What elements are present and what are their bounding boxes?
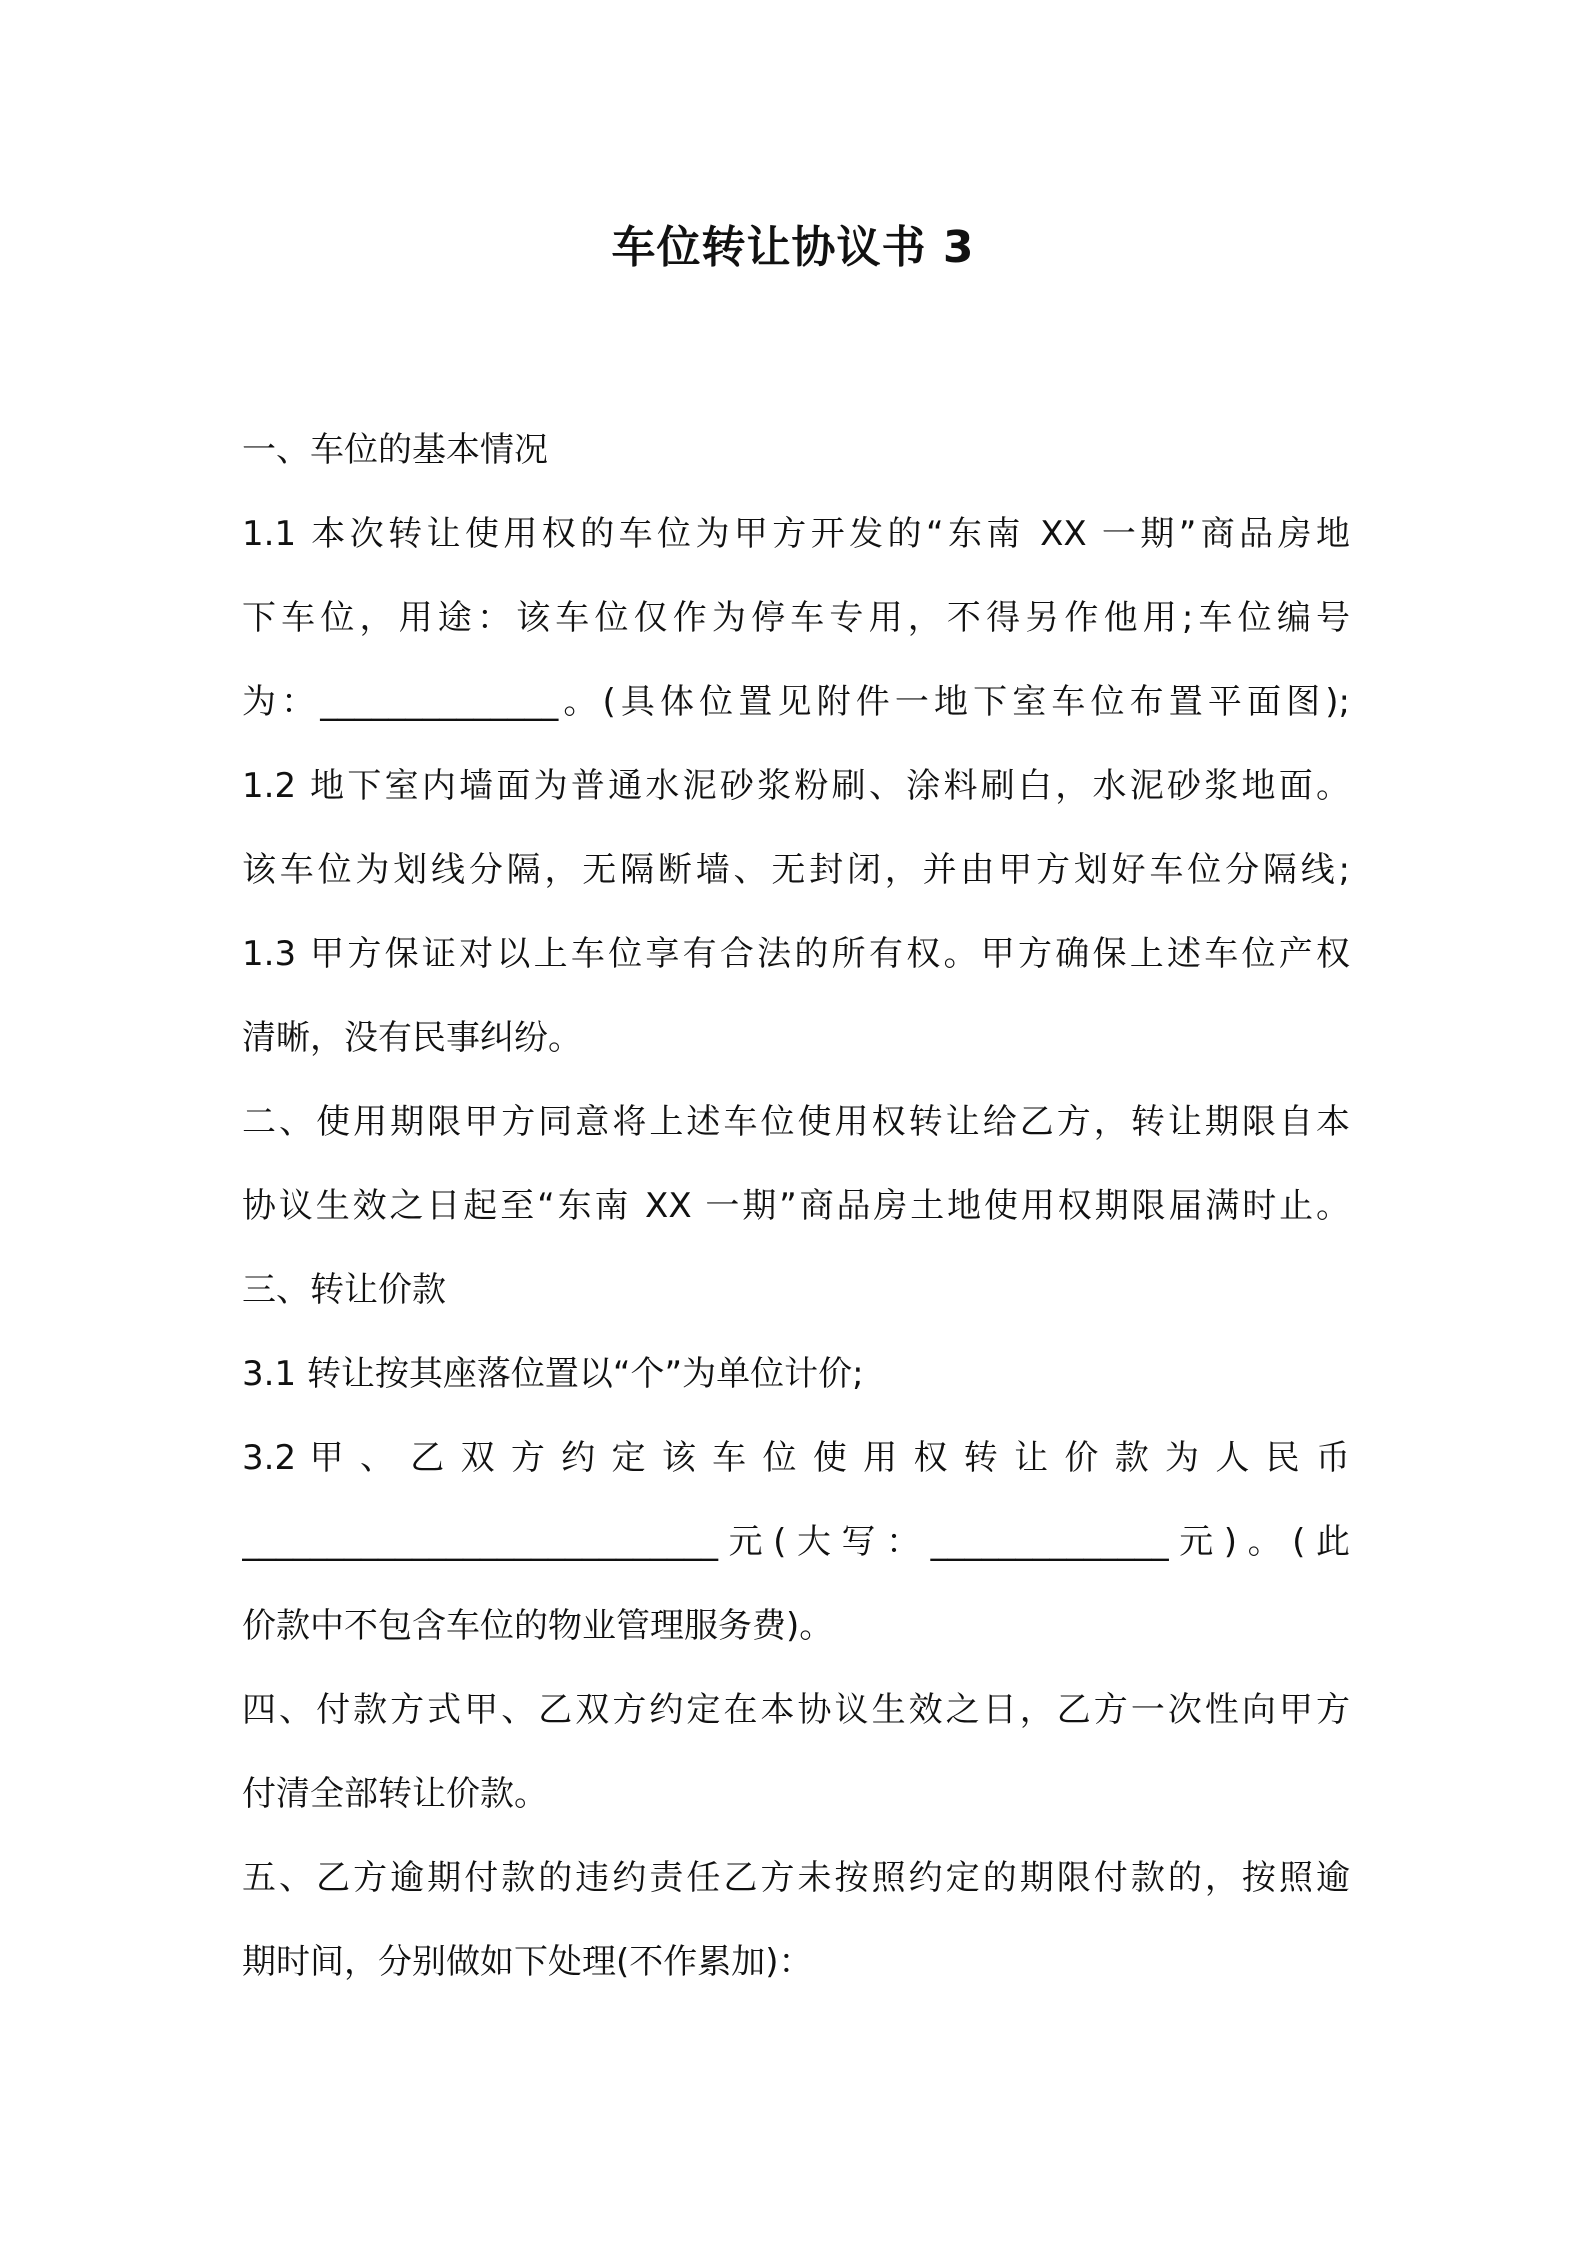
document-body: [242, 408, 1350, 2004]
paragraph-line: 期时间，分别做如下处理(不作累加)：: [242, 1942, 813, 1982]
paragraph-line: 1.3 甲方保证对以上车位享有合法的所有权。甲方确保上述车位产权: [242, 934, 1350, 974]
paragraph-line: 为：______________。(具体位置见附件一地下室车位布置平面图);: [242, 682, 1350, 722]
paragraph-line: 3.2 甲 、 乙 双 方 约 定 该 车 位 使 用 权 转 让 价 款 为 人 民 币: [242, 1438, 1350, 1478]
document-title: 车位转让协议书 3: [611, 222, 975, 273]
section-heading-5: 五、乙方逾期付款的违约责任乙方未按照约定的期限付款的，按照逾: [242, 1858, 1350, 1898]
paragraph-line: 清晰，没有民事纠纷。: [242, 1018, 582, 1058]
paragraph-line: 3.1 转让按其座落位置以“个”为单位计价;: [242, 1354, 864, 1394]
section-heading-2: 二、使用期限甲方同意将上述车位使用权转让给乙方，转让期限自本: [242, 1102, 1350, 1142]
paragraph-line: 协议生效之日起至“东南 XX 一期”商品房土地使用权期限届满时止。: [242, 1186, 1350, 1226]
paragraph-line: 1.2 地下室内墙面为普通水泥砂浆粉刷、涂料刷白，水泥砂浆地面。: [242, 766, 1350, 806]
paragraph-line: 1.1 本次转让使用权的车位为甲方开发的“东南 XX 一期”商品房地: [242, 514, 1350, 554]
paragraph-line: 该车位为划线分隔，无隔断墙、无封闭，并由甲方划好车位分隔线;: [242, 850, 1350, 890]
paragraph-line: 价款中不包含车位的物业管理服务费)。: [242, 1606, 834, 1646]
paragraph-line: 付清全部转让价款。: [242, 1774, 548, 1814]
paragraph-line: 下车位，用途：该车位仅作为停车专用，不得另作他用;车位编号: [242, 598, 1350, 638]
section-heading-3: 三、转让价款: [242, 1270, 446, 1310]
paragraph-line: ____________________________元(大写：______________元)。(此: [242, 1522, 1350, 1562]
section-heading-4: 四、付款方式甲、乙双方约定在本协议生效之日，乙方一次性向甲方: [242, 1690, 1350, 1730]
section-heading-1: 一、车位的基本情况: [242, 430, 548, 470]
